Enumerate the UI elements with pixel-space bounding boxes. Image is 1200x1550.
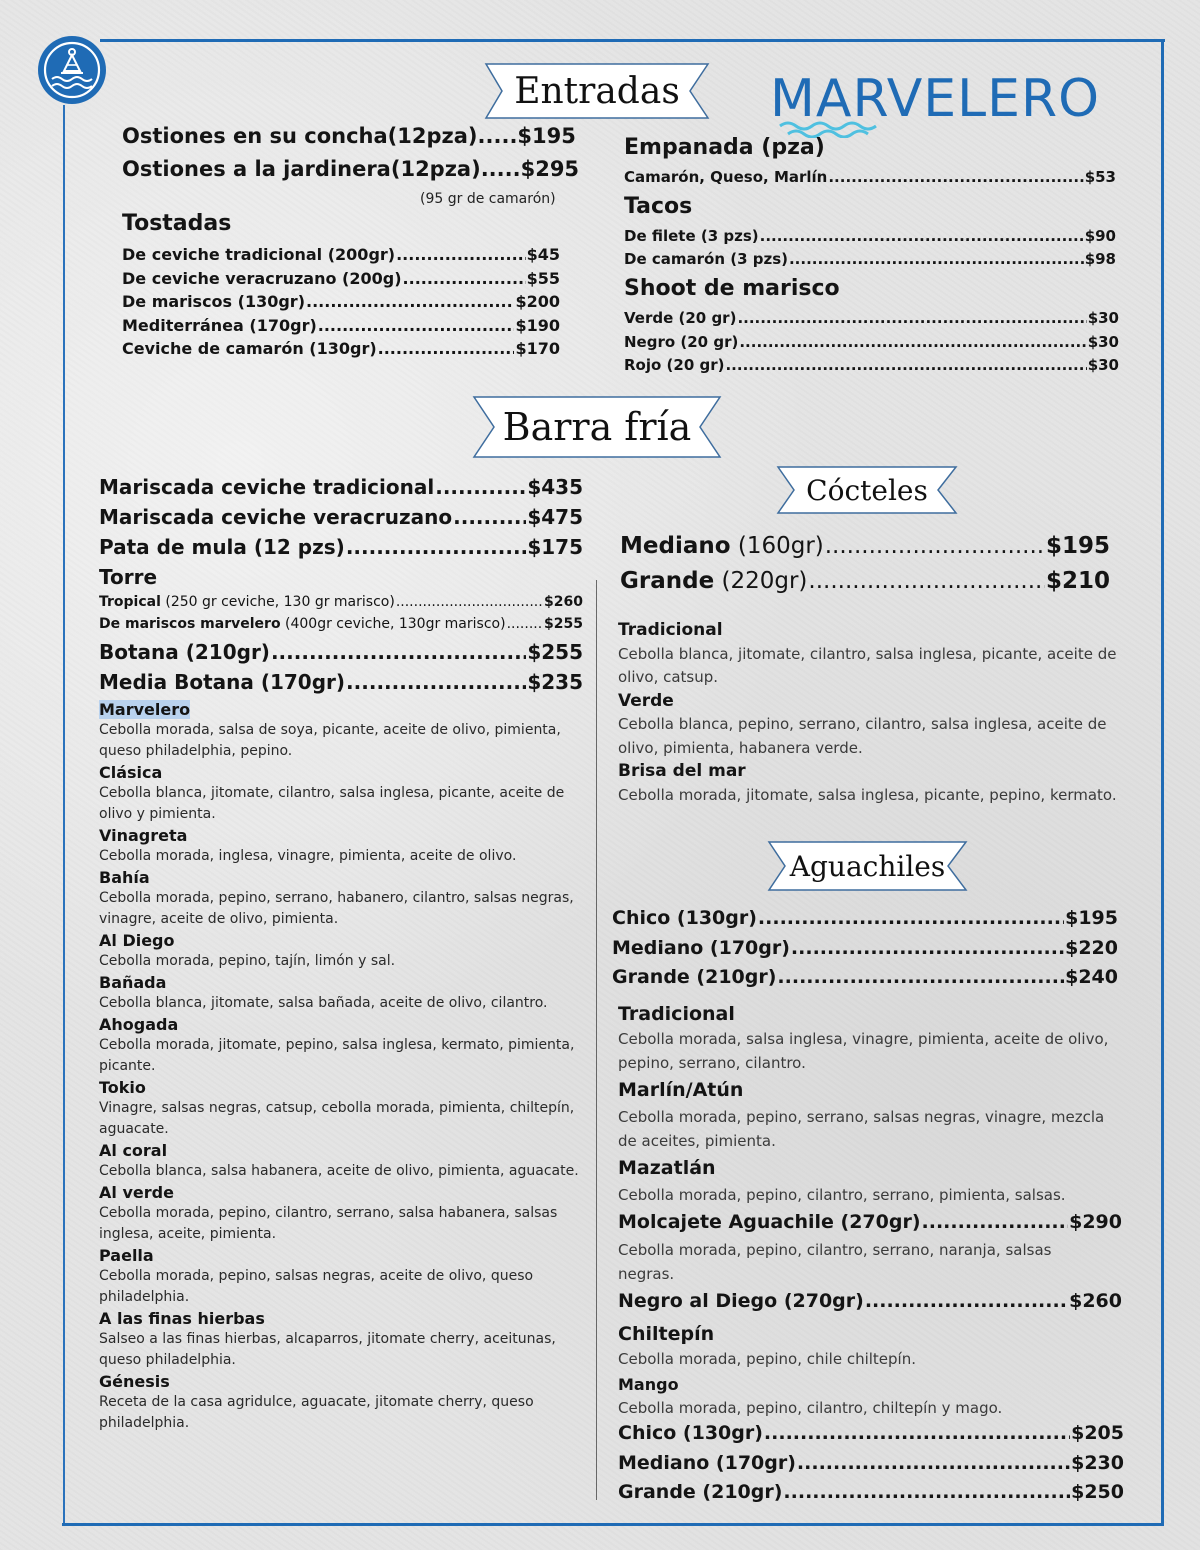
- banner-entradas: [484, 62, 710, 120]
- style-item: Marvelero Cebolla morada, salsa de soya, picante, aceite de olivo, pimienta, queso philadelphia, pepino.: [99, 700, 561, 759]
- section-title: Aguachiles: [789, 849, 946, 883]
- section-title: Barra fría: [502, 405, 692, 449]
- mango-item: Mango Cebolla morada, pepino, cilantro, chiltepín y mago.: [618, 1375, 1003, 1417]
- menu-item: De mariscos marvelero (400gr ceviche, 130gr marisco) ..... $255: [99, 616, 583, 638]
- style-item: Brisa del mar Cebolla morada, jitomate, salsa inglesa, picante, pepino, kermato.: [618, 761, 1117, 804]
- chiltepin-item: Chiltepín Cebolla morada, pepino, chile chiltepín.: [618, 1323, 917, 1368]
- menu-item: Verde (20 gr) ..... $30: [624, 309, 1119, 333]
- tostadas-list: [122, 245, 560, 363]
- empanada-list: [624, 168, 1116, 190]
- menu-item: Mediano (170gr) ..... $230: [618, 1452, 1124, 1482]
- ostiones-list: [122, 124, 580, 185]
- menu-item: De mariscos (130gr) ..... $200: [122, 292, 560, 316]
- style-item: Al coral Cebolla blanca, salsa habanera, aceite de olivo, pimienta, aguacate.: [99, 1141, 579, 1179]
- menu-item: Pata de mula (12 pzs) ..... $175: [99, 535, 583, 565]
- shoot-list: [624, 309, 1119, 380]
- style-item: Al verde Cebolla morada, pepino, cilantro, serrano, salsa habanera, salsas inglesa, aceite, pimienta.: [99, 1183, 558, 1242]
- menu-item: Mediano (170gr) ..... $220: [612, 937, 1118, 967]
- negro-item: [618, 1290, 1122, 1318]
- subsection-title: Shoot de marisco: [624, 276, 840, 301]
- menu-item: Chico (130gr) ..... $205: [618, 1422, 1124, 1452]
- cocteles-sizes: [620, 533, 1110, 603]
- brand-logo: [770, 68, 1130, 138]
- style-item: Verde Cebolla blanca, pepino, serrano, cilantro, salsa inglesa, aceite de olivo, pimienta, habanera verde.: [618, 690, 1107, 757]
- menu-item: Grande (220gr) ..... $210: [620, 568, 1110, 603]
- ceviche-styles-list: [99, 699, 584, 1434]
- menu-item: Molcajete Aguachile (270gr) ..... $290: [618, 1211, 1122, 1239]
- botanas-list: [99, 640, 583, 700]
- menu-item: Mariscada ceviche veracruzano ..... $475: [99, 505, 583, 535]
- menu-item: Ostiones a la jardinera(12pza) ..... $295: [122, 157, 580, 181]
- subsection-title: Tostadas: [122, 211, 232, 236]
- menu-item: Grande (210gr) ..... $240: [612, 966, 1118, 996]
- subsection-title: Empanada (pza): [624, 135, 825, 160]
- style-item: Mazatlán Cebolla morada, pepino, cilantro, serrano, pimienta, salsas.: [618, 1157, 1066, 1204]
- menu-item: Tropical (250 gr ceviche, 130 gr marisco) ..... $260: [99, 594, 583, 616]
- torre-list: [99, 594, 583, 638]
- style-item: Génesis Receta de la casa agridulce, aguacate, jitomate cherry, queso philadelphia.: [99, 1372, 534, 1431]
- menu-item: Mediano (160gr) ..... $195: [620, 533, 1110, 568]
- menu-item: Media Botana (170gr) ..... $235: [99, 670, 583, 700]
- section-title: Entradas: [514, 70, 680, 112]
- menu-item: Negro al Diego (270gr) ..... $260: [618, 1290, 1122, 1318]
- menu-item: Chico (130gr) ..... $195: [612, 907, 1118, 937]
- banner-aguachiles: [767, 840, 968, 892]
- style-item: Bahía Cebolla morada, pepino, serrano, habanero, cilantro, salsas negras, vinagre, aceite de olivo, pimienta.: [99, 868, 574, 927]
- buoy-waves-icon: [30, 35, 112, 105]
- mariscadas-list: [99, 475, 583, 565]
- section-title: Cócteles: [806, 473, 928, 507]
- menu-item: Grande (210gr) ..... $250: [618, 1481, 1124, 1511]
- style-item: Vinagreta Cebolla morada, inglesa, vinagre, pimienta, aceite de olivo.: [99, 826, 517, 864]
- frame-left-border: [63, 105, 65, 1525]
- menu-item: Mariscada ceviche tradicional ..... $435: [99, 475, 583, 505]
- menu-item: De camarón (3 pzs) ..... $98: [624, 250, 1116, 273]
- column-divider: [596, 580, 597, 1500]
- style-item: Tradicional Cebolla morada, salsa inglesa, vinagre, pimienta, aceite de olivo, pepino, serrano, cilantro.: [618, 1003, 1109, 1072]
- style-item: Tradicional Cebolla blanca, jitomate, cilantro, salsa inglesa, picante, aceite de olivo, catsup.: [618, 620, 1117, 686]
- style-item: Ahogada Cebolla morada, jitomate, pepino, salsa inglesa, kermato, pimienta, picante.: [99, 1015, 575, 1074]
- frame-bottom-border: [62, 1523, 1164, 1526]
- subsection-title: Torre: [99, 565, 158, 589]
- molcajete-item: Molcajete Aguachile (270gr) ..... $290 Cebolla morada, pepino, cilantro, serrano, naranja, salsas negras.: [618, 1211, 1122, 1286]
- banner-barra-fria: [472, 395, 722, 459]
- frame-top-border: [100, 39, 1165, 42]
- menu-item: Ostiones en su concha(12pza) ..... $195: [122, 124, 576, 148]
- style-item: Al Diego Cebolla morada, pepino, tajín, limón y sal.: [99, 931, 396, 969]
- menu-item: Rojo (20 gr) ..... $30: [624, 356, 1119, 380]
- menu-item: De ceviche veracruzano (200g) ..... $55: [122, 269, 560, 293]
- subsection-title: Tacos: [624, 194, 693, 219]
- cocteles-styles: [618, 619, 1118, 807]
- style-item: Marlín/Atún Cebolla morada, pepino, serrano, salsas negras, vinagre, mezcla de aceites, pimienta.: [618, 1079, 1105, 1150]
- menu-item: Botana (210gr) ..... $255: [99, 640, 583, 670]
- frame-right-border: [1161, 40, 1164, 1525]
- style-item: Clásica Cebolla blanca, jitomate, cilantro, salsa inglesa, picante, aceite de olivo y pimienta.: [99, 763, 565, 822]
- menu-item: Mediterránea (170gr) ..... $190: [122, 316, 560, 340]
- menu-item: Negro (20 gr) ..... $30: [624, 333, 1119, 357]
- style-item: Tokio Vinagre, salsas negras, catsup, cebolla morada, pimienta, chiltepín, aguacate.: [99, 1078, 575, 1137]
- banner-cocteles: [776, 465, 958, 515]
- aguachiles-sizes: [612, 907, 1118, 996]
- brand-wordmark: MARVELERO: [770, 69, 1101, 129]
- tacos-list: [624, 227, 1116, 273]
- style-item: Paella Cebolla morada, pepino, salsas negras, aceite de olivo, queso philadelphia.: [99, 1246, 534, 1305]
- menu-item: Ceviche de camarón (130gr) ..... $170: [122, 339, 560, 363]
- aguachiles-styles: [618, 1000, 1123, 1208]
- mango-sizes: [618, 1422, 1124, 1511]
- ostiones-note: (95 gr de camarón): [420, 191, 556, 207]
- menu-item: Camarón, Queso, Marlín ..... $53: [624, 168, 1116, 190]
- menu-item: De ceviche tradicional (200gr) ..... $45: [122, 245, 560, 269]
- style-item: A las finas hierbas Salseo a las finas hierbas, alcaparros, jitomate cherry, aceitunas, queso philadelphia.: [99, 1309, 556, 1368]
- style-item: Bañada Cebolla blanca, jitomate, salsa bañada, aceite de olivo, cilantro.: [99, 973, 548, 1011]
- menu-item: De filete (3 pzs) ..... $90: [624, 227, 1116, 250]
